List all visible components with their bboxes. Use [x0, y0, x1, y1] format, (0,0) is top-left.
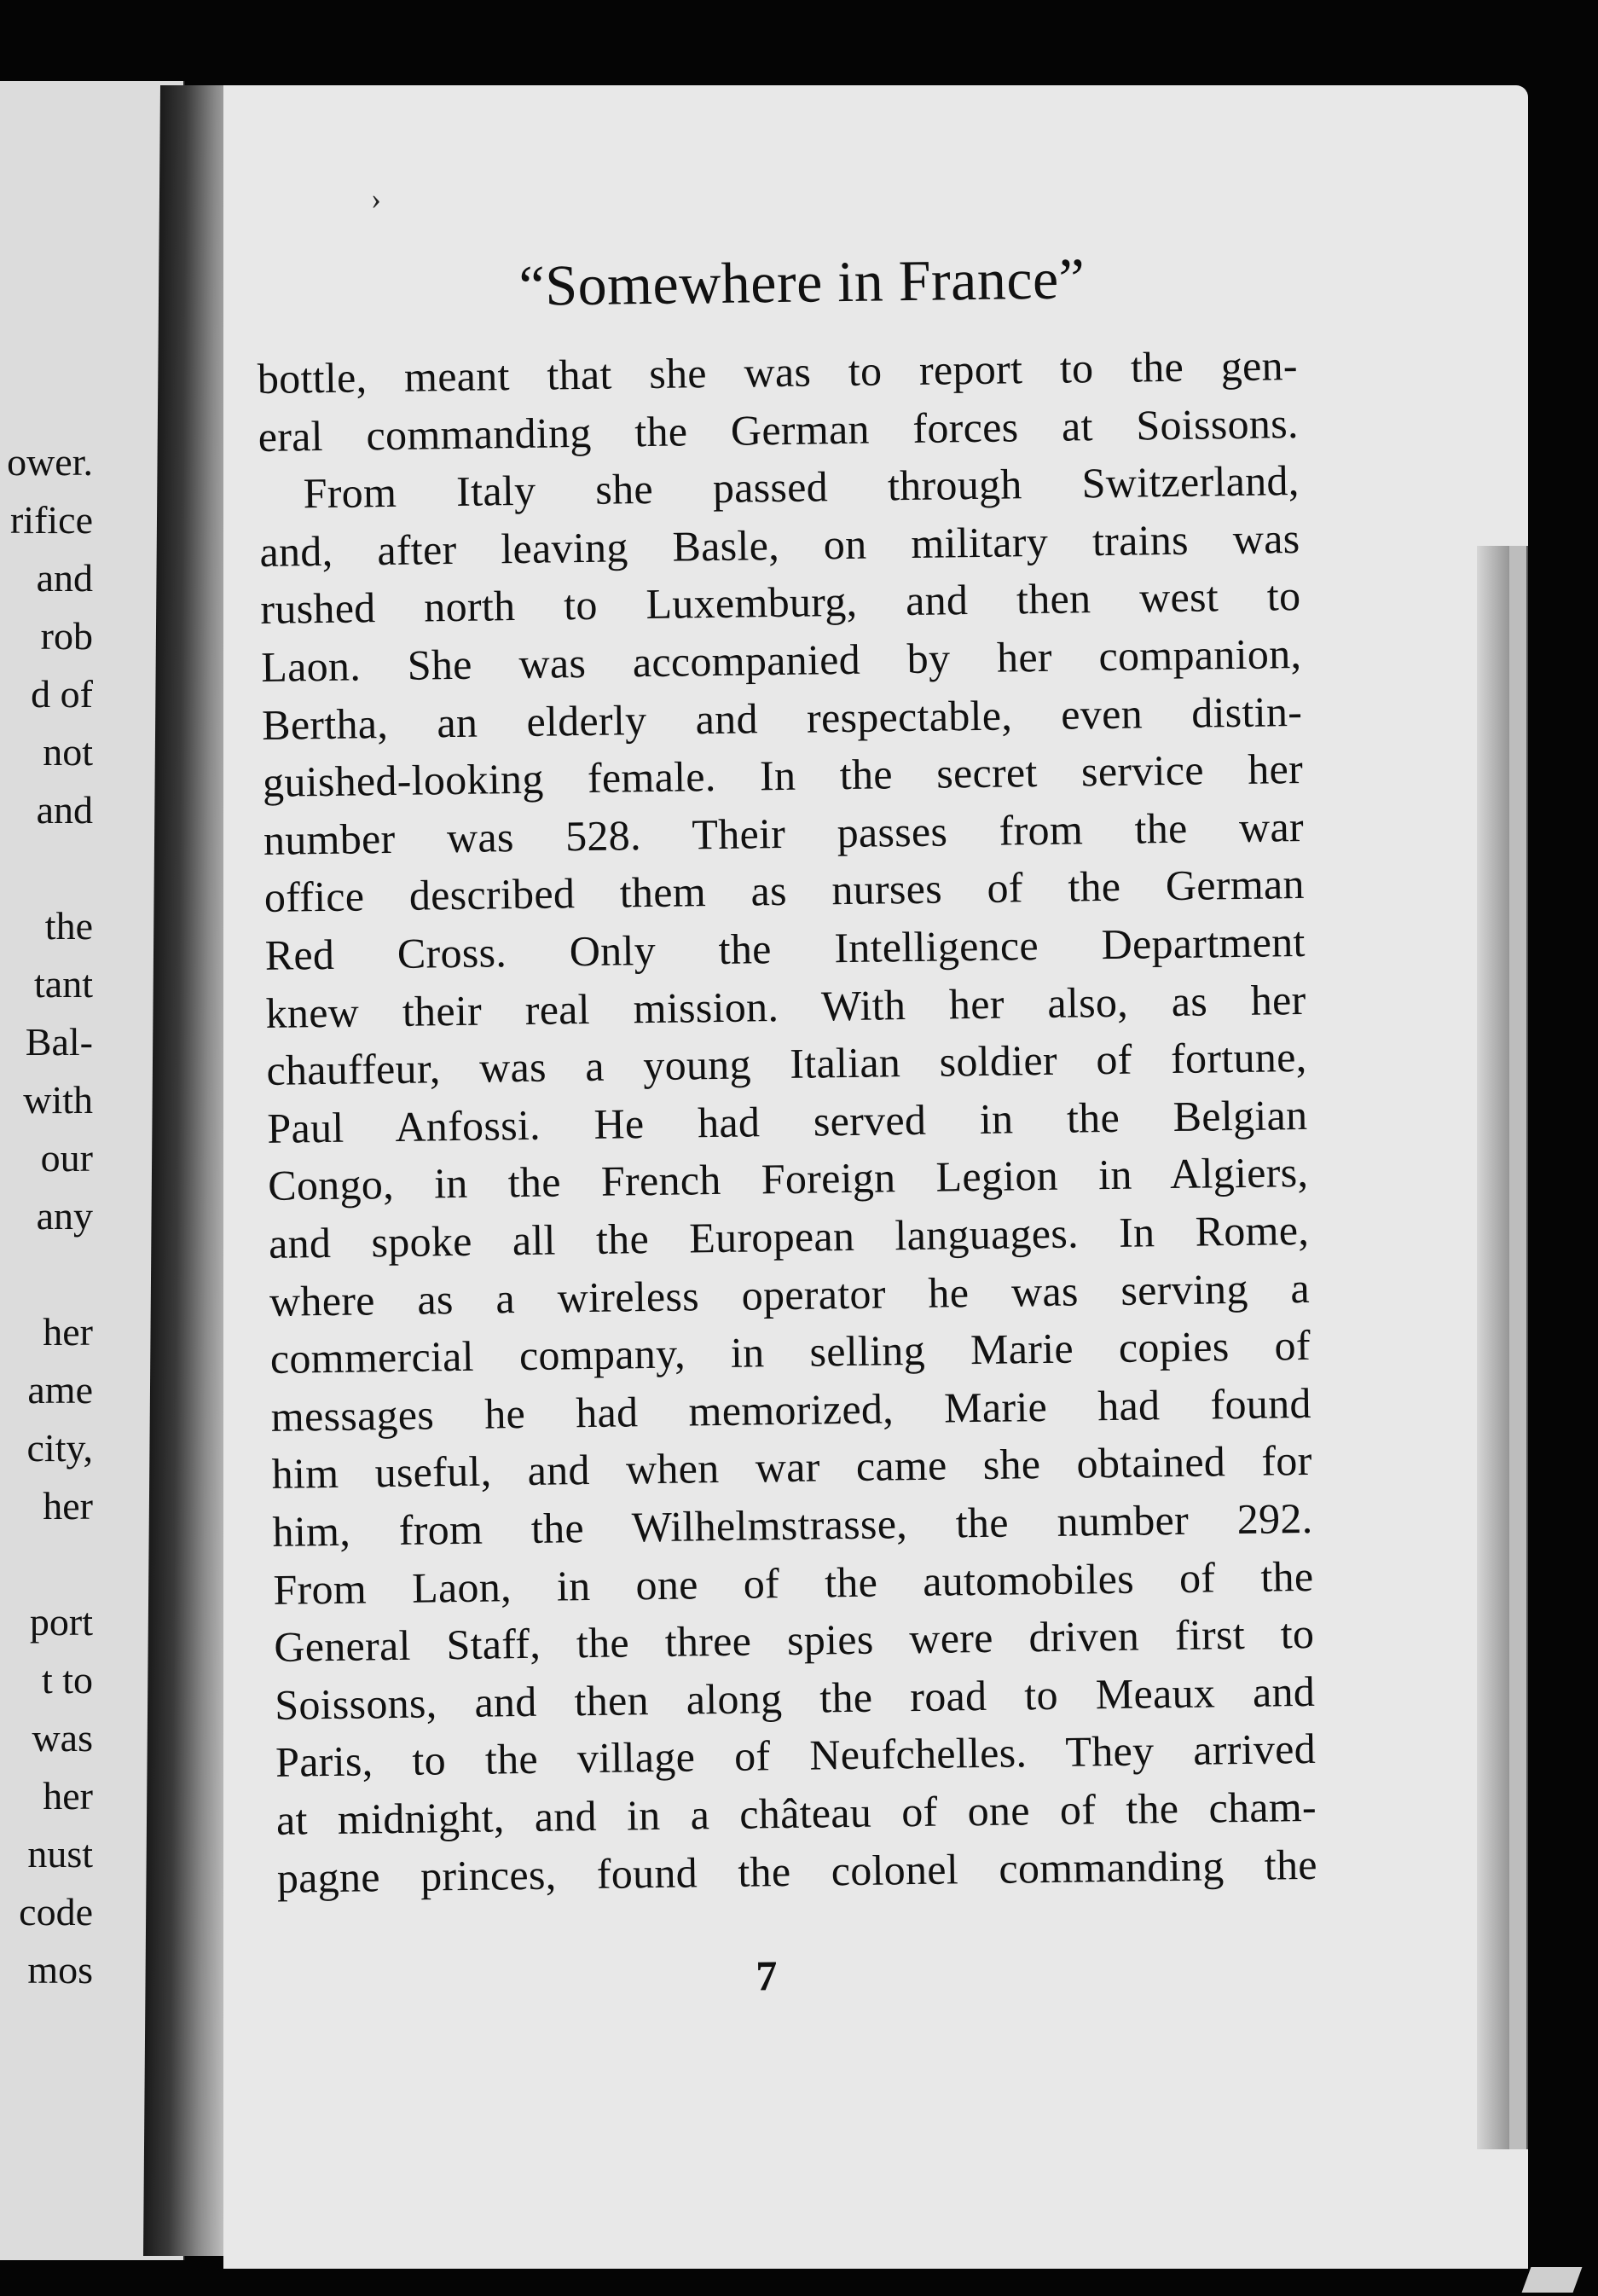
text-line: Red Cross. Only the Intelligence Department — [264, 917, 1306, 979]
text-line: and, after leaving Basle, on military trains was — [259, 513, 1300, 576]
scan-mark: › — [371, 182, 381, 216]
text-line: guished-looking female. In the secret service her — [262, 745, 1304, 807]
previous-page-line: and — [36, 788, 93, 832]
text-line: at midnight, and in a château of one of the cham- — [275, 1782, 1317, 1844]
previous-page-line: was — [32, 1716, 93, 1760]
previous-page-line: port — [29, 1600, 93, 1644]
previous-page-line: her — [43, 1484, 93, 1528]
previous-page-line: t to — [41, 1658, 93, 1702]
previous-page-line: rob — [40, 614, 93, 658]
text-line: commercial company, in selling Marie copies of — [269, 1321, 1311, 1383]
previous-page-line: Bal- — [25, 1020, 93, 1064]
text-line: and spoke all the European languages. In Rome, — [268, 1205, 1310, 1267]
text-line: knew their real mission. With her also, as her — [265, 975, 1306, 1037]
previous-page-line: city, — [26, 1426, 93, 1470]
previous-page-line: her — [43, 1774, 93, 1818]
text-line: Congo, in the French Foreign Legion in Algiers, — [267, 1148, 1309, 1210]
running-head: “Somewhere in France” — [518, 246, 1086, 318]
previous-page-line: not — [43, 730, 93, 774]
text-line: eral commanding the German forces at Soissons. — [258, 398, 1300, 461]
text-line: Soissons, and then along the road to Meaux and — [274, 1667, 1316, 1729]
text-line: him, from the Wilhelmstrasse, the number 292. — [272, 1493, 1313, 1556]
text-line: Paul Anfossi. He had served in the Belgian — [267, 1090, 1308, 1152]
text-line: Bertha, an elderly and respectable, even distin- — [261, 687, 1303, 749]
previous-page-line: d of — [31, 672, 93, 716]
previous-page-line: the — [44, 904, 93, 948]
text-line: bottle, meant that she was to report to the gen- — [257, 341, 1299, 403]
text-line: number was 528. Their passes from the war — [263, 802, 1305, 864]
previous-page-line: ower. — [7, 440, 93, 484]
text-line: messages he had memorized, Marie had found — [270, 1378, 1312, 1441]
previous-page-line: mos — [27, 1948, 93, 1992]
previous-page-line: ame — [27, 1368, 93, 1412]
text-line: Laon. She was accompanied by her companion, — [260, 629, 1302, 691]
text-line: chauffeur, was a young Italian soldier of fortune, — [266, 1033, 1307, 1095]
previous-page-line: our — [40, 1136, 93, 1180]
page-number: 7 — [756, 1951, 778, 2000]
text-line: General Staff, the three spies were driven first to — [273, 1609, 1315, 1672]
previous-page-line: nust — [27, 1832, 93, 1876]
text-line: pagne princes, found the colonel commanding the — [276, 1840, 1318, 1902]
text-line: where as a wireless operator he was serving a — [269, 1263, 1311, 1325]
previous-page-line: and — [36, 556, 93, 600]
page-edge-strip — [1509, 546, 1526, 2149]
text-line: From Italy she passed through Switzerland, — [303, 456, 1300, 518]
previous-page-line: rifice — [9, 498, 93, 542]
previous-page-line: code — [19, 1890, 93, 1934]
scan-corner-mark — [1522, 2267, 1583, 2293]
previous-page-line: any — [36, 1194, 93, 1238]
text-line: Paris, to the village of Neufchelles. They arrived — [275, 1725, 1317, 1787]
previous-page-line: with — [23, 1078, 93, 1122]
previous-page-line: tant — [34, 962, 93, 1006]
text-line: From Laon, in one of the automobiles of the — [273, 1551, 1314, 1614]
previous-page-line: her — [43, 1310, 93, 1354]
text-line: him useful, and when war came she obtained for — [271, 1436, 1312, 1499]
text-line: office described them as nurses of the German — [263, 860, 1306, 922]
text-line: rushed north to Luxemburg, and then west to — [260, 571, 1301, 634]
